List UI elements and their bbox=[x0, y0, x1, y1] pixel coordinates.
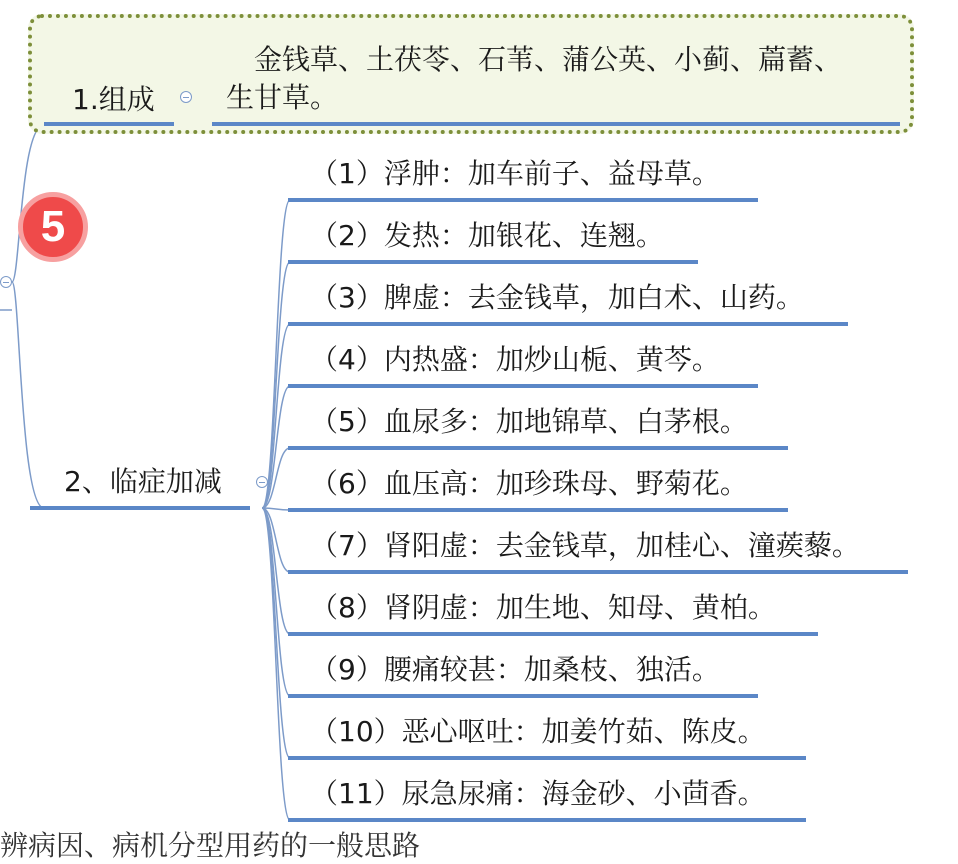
modification-item-underline bbox=[288, 384, 758, 388]
modification-item[interactable]: （6）血压高：加珍珠母、野菊花。 bbox=[310, 467, 748, 500]
collapse-icon[interactable] bbox=[256, 476, 268, 488]
modification-item-underline bbox=[288, 322, 848, 326]
modification-label-underline bbox=[30, 506, 250, 510]
modification-item[interactable]: （7）肾阳虚：去金钱草，加桂心、潼蒺藜。 bbox=[310, 529, 860, 562]
modification-item-underline bbox=[288, 570, 908, 574]
branch-connector bbox=[262, 508, 290, 758]
modification-item[interactable]: （5）血尿多：加地锦草、白茅根。 bbox=[310, 405, 748, 438]
modification-item[interactable]: （10）恶心呕吐：加姜竹茹、陈皮。 bbox=[310, 715, 766, 748]
modification-item-underline bbox=[288, 818, 806, 822]
composition-text-underline bbox=[212, 122, 900, 126]
collapse-icon[interactable] bbox=[180, 91, 192, 103]
number-five-badge: 5 bbox=[18, 192, 88, 262]
modification-item-underline bbox=[288, 260, 698, 264]
modification-item[interactable]: （4）内热盛：加炒山栀、黄芩。 bbox=[310, 343, 720, 376]
modification-item[interactable]: （2）发热：加银花、连翘。 bbox=[310, 219, 664, 252]
branch-connector bbox=[262, 386, 290, 508]
composition-label-underline bbox=[44, 122, 174, 126]
branch-connector bbox=[262, 200, 290, 508]
modification-item-underline bbox=[288, 508, 788, 512]
branch-connector bbox=[262, 508, 290, 634]
modification-item-underline bbox=[288, 446, 788, 450]
cut-off-text: 辨病因、病机分型用药的一般思路 bbox=[0, 829, 421, 862]
composition-text-line1: 金钱草、土茯苓、石苇、蒲公英、小蓟、萹蓄、 bbox=[254, 43, 843, 76]
collapse-icon[interactable] bbox=[0, 276, 12, 288]
modification-item[interactable]: （11）尿急尿痛：海金砂、小茴香。 bbox=[310, 777, 766, 810]
branch-connector bbox=[262, 262, 290, 508]
modification-item-underline bbox=[288, 632, 818, 636]
modification-item[interactable]: （1）浮肿：加车前子、益母草。 bbox=[310, 157, 720, 190]
modification-item-underline bbox=[288, 694, 758, 698]
modification-item[interactable]: （8）肾阴虚：加生地、知母、黄柏。 bbox=[310, 591, 776, 624]
modification-item[interactable]: （3）脾虚：去金钱草，加白术、山药。 bbox=[310, 281, 804, 314]
modification-item[interactable]: （9）腰痛较甚：加桑枝、独活。 bbox=[310, 653, 720, 686]
modification-item-underline bbox=[288, 756, 806, 760]
modification-item-underline bbox=[288, 198, 758, 202]
modification-label[interactable]: 2、临症加减 bbox=[64, 465, 222, 498]
branch-connector bbox=[262, 508, 290, 820]
composition-label[interactable]: 1.组成 bbox=[72, 83, 155, 116]
composition-text-line2: 生甘草。 bbox=[226, 81, 339, 114]
